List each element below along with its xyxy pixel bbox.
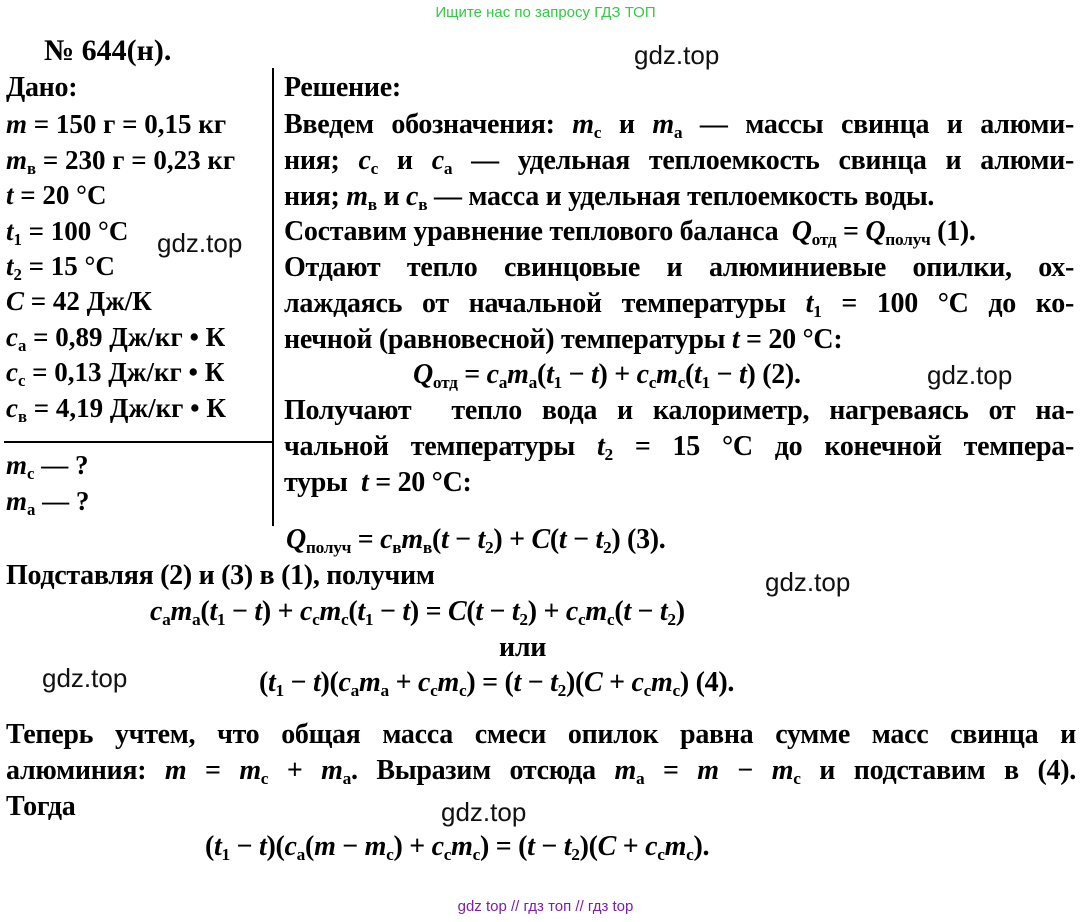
solution-intro-line: ния; $c_с$ и $c_а$ — удельная теплоемкость свинца и алюми- xyxy=(284,145,1075,179)
given-ca: $c_а = 0,89$ Дж/кг • К xyxy=(6,322,226,356)
given-mv: $m_в = 230$ г = 0,23 кг xyxy=(6,145,236,179)
given-cc: $c_с = 0,13$ Дж/кг • К xyxy=(6,357,225,391)
then-word: Тогда xyxy=(6,791,76,822)
given-C: C = 42 Дж/К xyxy=(6,286,152,316)
watermark: gdz.top xyxy=(765,567,851,597)
get-heat-line: Получают тепло вода и калориметр, нагреваясь от на- xyxy=(284,395,1074,426)
watermark: gdz.top xyxy=(634,40,720,70)
or-word: или xyxy=(499,632,547,663)
equation-2: $Q_{отд} = c_аm_а(t_1 - t) + c_сm_с(t_1 - t)$ (2). xyxy=(413,359,801,393)
given-m: m = 150 г = 0,15 кг xyxy=(6,109,227,139)
mass-sum-line: Теперь учтем, что общая масса смеси опилок равна сумме масс свинца и xyxy=(6,719,1076,750)
watermark: gdz.top xyxy=(441,797,527,827)
equation-3: $Q_{получ} = c_вm_в(t - t_2) + C(t - t_2)$ (3). xyxy=(286,524,666,558)
given-solution-divider xyxy=(272,68,274,526)
give-heat-line: нечной (равновесной) температуры t = 20 °С: xyxy=(284,324,843,355)
given-find-divider xyxy=(4,441,272,443)
substitution-text: Подставляя (2) и (3) в (1), получим xyxy=(6,560,435,591)
equation-5: $(t_1 - t)(c_а(m - m_с) + c_сm_с) = (t - t_2)(C + c_сm_с)$. xyxy=(205,831,710,865)
top-banner: Ищите нас по запросу ГДЗ ТОП xyxy=(435,4,656,21)
find-ma: $m_а$ — ? xyxy=(6,486,90,520)
problem-title: № 644(н). xyxy=(44,34,172,67)
mass-sum-line: алюминия: $m = m_с + m_а$. Выразим отсюда $m_а = m - m_с$ и подставим в (4). xyxy=(6,755,1076,789)
given-t1: $t_1 = 100$ °C xyxy=(6,216,129,250)
given-t: t = 20 °C xyxy=(6,180,107,210)
combined-equation: $c_аm_а(t_1 - t) + c_сm_с(t_1 - t) = C(t - t_2) + c_сm_с(t - t_2)$ xyxy=(150,596,685,630)
solution-intro-line: ния; $m_в$ и $c_в$ — масса и удельная теплоемкость воды. xyxy=(284,181,935,215)
given-t2: $t_2 = 15$ °C xyxy=(6,251,115,285)
solution-intro-line: Введем обозначения: $m_с$ и $m_а$ — массы свинца и алюми- xyxy=(284,109,1075,143)
given-cv: $c_в = 4,19$ Дж/кг • К xyxy=(6,393,226,427)
solution-heading: Решение: xyxy=(284,72,401,103)
watermark: gdz.top xyxy=(927,360,1013,390)
equation-4: $(t_1 - t)(c_аm_а + c_сm_с) = (t - t_2)(C + c_сm_с)$ (4). xyxy=(259,667,735,701)
get-heat-line: туры t = 20 °С: xyxy=(284,467,472,498)
find-mc: $m_с$ — ? xyxy=(6,450,89,484)
bottom-banner: gdz top // гдз топ // гдз top xyxy=(457,898,634,915)
given-heading: Дано: xyxy=(6,72,78,103)
give-heat-line: Отдают тепло свинцовые и алюминиевые опилки, ох- xyxy=(284,252,1074,283)
get-heat-line: чальной температуры $t_2 = 15$ °С до конечной темпера- xyxy=(284,431,1074,465)
watermark: gdz.top xyxy=(42,663,128,693)
give-heat-line: лаждаясь от начальной температуры $t_1 = 100$ °С до ко- xyxy=(284,288,1074,322)
balance-equation-line: Составим уравнение теплового баланса $Q_{отд} = Q_{получ}$ (1). xyxy=(284,216,976,250)
watermark: gdz.top xyxy=(157,228,243,258)
